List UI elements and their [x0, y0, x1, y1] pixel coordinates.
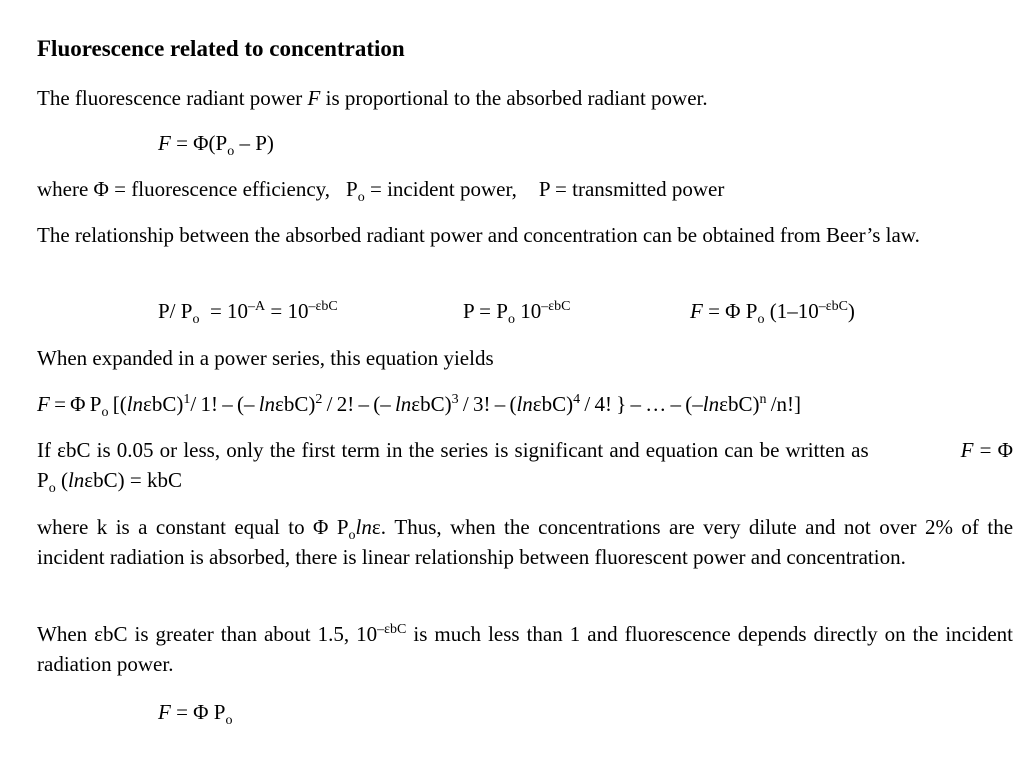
eq-superscript: –εbC	[541, 299, 571, 314]
eq-text: εbC)	[143, 392, 184, 416]
eq-text: [(	[108, 392, 127, 416]
eq-subscript: o	[227, 144, 235, 159]
beer-law-paragraph: The relationship between the absorbed radiant power and concentration can be obtained from Beer’s law.	[37, 223, 920, 247]
eq-text: = Φ P	[49, 392, 102, 416]
intro-text-after: is proportional to the absorbed radiant power.	[320, 86, 708, 110]
eq-text: εbC)	[532, 392, 574, 416]
equation-transmitted-power	[463, 296, 570, 326]
eq-superscript: –εbC	[377, 622, 407, 637]
slide-title: Fluorescence related to concentration	[37, 36, 405, 61]
eq-text: / 4! } – … – (–	[580, 392, 703, 416]
equation-transmittance	[158, 296, 338, 326]
symbol-F: F	[37, 392, 50, 416]
large-ebc-paragraph	[37, 619, 1013, 679]
eq-subscript: o	[507, 312, 515, 327]
symbol-ln: ln	[67, 468, 85, 492]
eq-superscript: 3	[451, 392, 459, 407]
eq-text: 10	[514, 299, 542, 323]
equation-F-phi	[158, 128, 274, 158]
eq-text: εbC)	[275, 392, 316, 416]
eq-superscript: –A	[248, 299, 266, 314]
eq-text: P/ P	[158, 299, 193, 323]
equation-fluorescence-power	[690, 296, 855, 326]
eq-superscript: 2	[315, 392, 323, 407]
symbol-ln: ln	[355, 515, 372, 539]
eq-text: εbC)	[719, 392, 760, 416]
definition-phi: where Φ = fluorescence efficiency,	[37, 177, 331, 201]
large-ebc-text-rest: is much less than 1 and fluorescence depends directly on the incident radiation power.	[37, 622, 1013, 676]
eq-text: /n!]	[766, 392, 802, 416]
constant-k-paragraph	[37, 512, 1013, 572]
eq-text: / 3! – (	[458, 392, 517, 416]
power-series-equation	[37, 389, 801, 419]
definition-po-text: = incident power,	[364, 177, 517, 201]
symbol-ln: ln	[394, 392, 412, 416]
where-definitions	[37, 174, 724, 204]
eq-text: )	[847, 299, 855, 323]
symbol-F: F	[307, 86, 321, 110]
symbol-F: F	[158, 700, 171, 724]
eq-text: = Φ(P	[170, 131, 228, 155]
eq-text: = Φ P	[170, 700, 226, 724]
symbol-F: F	[158, 131, 171, 155]
eq-superscript: –εbC	[308, 299, 338, 314]
first-term-text: If εbC is 0.05 or less, only the first term in the series is significant and equation can be written as	[37, 438, 869, 462]
eq-superscript: 4	[573, 392, 581, 407]
eq-subscript: o	[225, 713, 233, 728]
definition-p: P = transmitted power	[538, 177, 725, 201]
eq-text: = Φ P	[37, 438, 1013, 492]
first-term-paragraph	[37, 435, 1013, 495]
eq-superscript: n	[759, 392, 767, 407]
eq-text: – P)	[234, 131, 274, 155]
eq-text: εbC)	[411, 392, 452, 416]
intro-paragraph	[37, 83, 708, 113]
constant-k-text-rest: ε. Thus, when the concentrations are very dilute and not over 2% of the incident radiation is absorbed, there is linear relationship between fluorescent power and concentration.	[37, 515, 1014, 569]
symbol-ln: ln	[258, 392, 276, 416]
eq-text: / 2! – (–	[322, 392, 395, 416]
symbol-F: F	[690, 299, 703, 323]
eq-subscript: o	[757, 312, 765, 327]
symbol-ln: ln	[126, 392, 144, 416]
eq-subscript: o	[357, 190, 365, 205]
eq-subscript: o	[101, 405, 109, 420]
eq-superscript: –εbC	[818, 299, 848, 314]
eq-text: = Φ P	[702, 299, 758, 323]
constant-k-text: where k is a constant equal to Φ P	[37, 515, 349, 539]
eq-subscript: o	[48, 481, 56, 496]
eq-superscript: 1	[183, 392, 191, 407]
eq-text: P = P	[463, 299, 508, 323]
equation-final	[158, 697, 232, 727]
definition-po: P	[346, 177, 358, 201]
eq-subscript: o	[192, 312, 200, 327]
large-ebc-text: When εbC is greater than about 1.5, 10	[37, 622, 378, 646]
eq-text: / 1! – (–	[190, 392, 259, 416]
eq-text: = 10	[265, 299, 309, 323]
series-intro: When expanded in a power series, this equation yields	[37, 346, 494, 370]
eq-text: (	[55, 468, 68, 492]
symbol-F: F	[960, 438, 974, 462]
symbol-ln: ln	[702, 392, 720, 416]
symbol-ln: ln	[516, 392, 533, 416]
eq-subscript: o	[348, 528, 356, 543]
eq-text: (1–10	[764, 299, 819, 323]
eq-text: εbC) = kbC	[84, 468, 182, 492]
intro-text-before: The fluorescence radiant power	[37, 86, 308, 110]
eq-text: = 10	[199, 299, 249, 323]
